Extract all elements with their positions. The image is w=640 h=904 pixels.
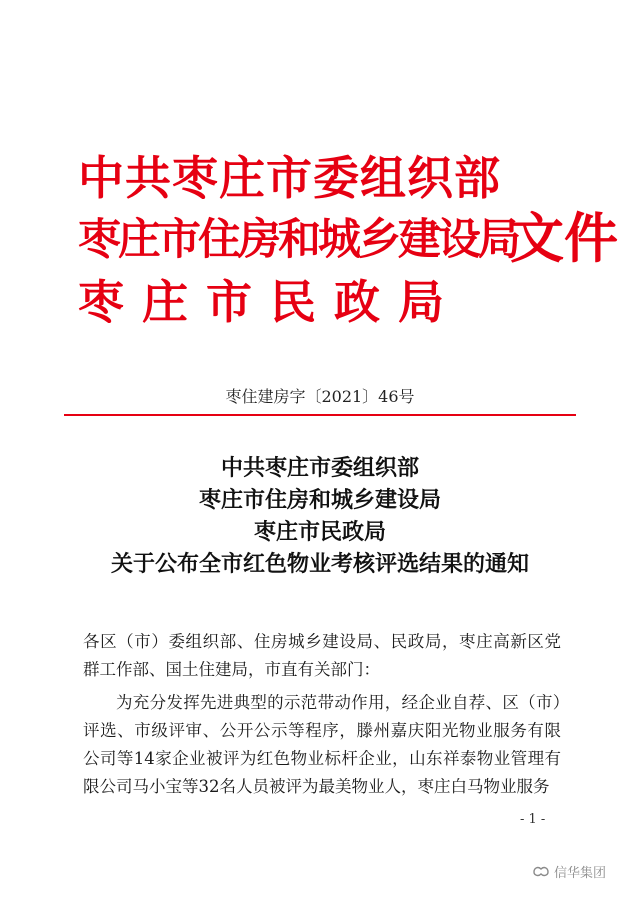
- masthead-suffix: 文件: [510, 206, 618, 270]
- title-line: 关于公布全市红色物业考核评选结果的通知: [110, 551, 529, 577]
- notice-body: [83, 628, 561, 801]
- body-paragraph: 为充分发挥先进典型的示范带动作用，经企业自荐、区（市）评选、市级评审、公开公示等程序，滕州嘉庆阳光物业服务有限公司等14家企业被评为红色物业标杆企业，山东祥泰物业管理有限公司马小宝等32名人员被评为最美物业人，枣庄白马物业服务: [83, 693, 561, 796]
- red-divider: [64, 414, 576, 416]
- title-line: 枣庄市住房和城乡建设局: [198, 487, 441, 513]
- title-line: 中共枣庄市委组织部: [220, 455, 419, 481]
- page-number: - 1 -: [520, 812, 546, 827]
- masthead-line-organization-dept: 中共枣庄市委组织部: [78, 151, 501, 205]
- masthead-line-civil-affairs: 枣庄市民政局: [78, 275, 462, 329]
- notice-title-block: [0, 452, 640, 580]
- masthead: [78, 148, 618, 338]
- title-line: 枣庄市民政局: [253, 519, 386, 545]
- wechat-channel-icon: [532, 865, 550, 879]
- document-number: 枣住建房字〔2021〕46号: [225, 387, 415, 406]
- watermark-label: 信华集团: [554, 866, 607, 881]
- watermark: [532, 862, 606, 881]
- addressee: 各区（市）委组织部、住房城乡建设局、民政局，枣庄高新区党群工作部、国土住建局，市直有关部门：: [83, 632, 561, 679]
- masthead-line-housing-bureau: 枣庄市住房和城乡建设局: [78, 215, 518, 265]
